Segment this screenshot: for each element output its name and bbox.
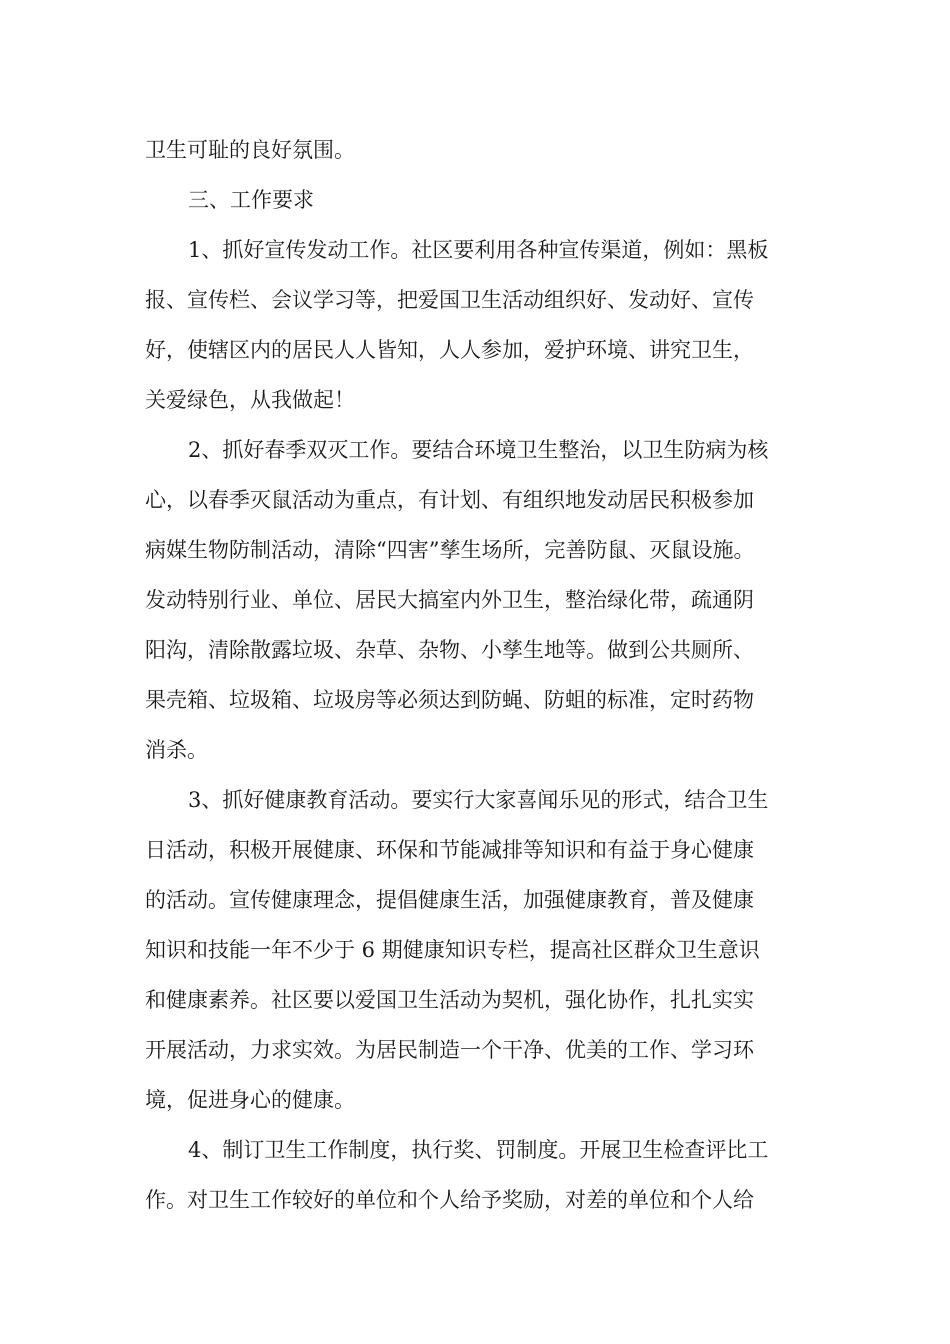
text-line: 报、宣传栏、会议学习等，把爱国卫生活动组织好、发动好、宣传 xyxy=(145,288,754,312)
text-line: 3、抓好健康教育活动。要实行大家喜闻乐见的形式，结合卫生 xyxy=(188,788,769,812)
text-line: 境，促进身心的健康。 xyxy=(145,1088,355,1112)
text-line: 和健康素养。社区要以爱国卫生活动为契机，强化协作，扎扎实实 xyxy=(145,988,754,1012)
text-line: 日活动，积极开展健康、环保和节能减排等知识和有益于身心健康 xyxy=(145,838,754,862)
section-heading: 三、工作要求 xyxy=(188,188,314,212)
text-line: 阳沟，清除散露垃圾、杂草、杂物、小孳生地等。做到公共厕所、 xyxy=(145,638,754,662)
text-line: 心，以春季灭鼠活动为重点，有计划、有组织地发动居民积极参加 xyxy=(145,488,754,512)
text-line: 开展活动，力求实效。为居民制造一个干净、优美的工作、学习环 xyxy=(145,1038,754,1062)
text-line: 的活动。宣传健康理念，提倡健康生活，加强健康教育，普及健康 xyxy=(145,888,754,912)
text-line: 知识和技能一年不少于 6 期健康知识专栏，提高社区群众卫生意识 xyxy=(145,938,760,962)
text-line: 病媒生物防制活动，清除“四害”孳生场所，完善防鼠、灭鼠设施。 xyxy=(145,538,755,562)
text-line: 好，使辖区内的居民人人皆知，人人参加，爱护环境、讲究卫生， xyxy=(145,338,754,362)
text-line: 4、制订卫生工作制度，执行奖、罚制度。开展卫生检查评比工 xyxy=(188,1138,769,1162)
text-line: 1、抓好宣传发动工作。社区要利用各种宣传渠道，例如：黑板 xyxy=(188,238,769,262)
text-line: 卫生可耻的良好氛围。 xyxy=(145,138,355,162)
text-line: 关爱绿色，从我做起！ xyxy=(145,388,355,412)
text-line: 消杀。 xyxy=(145,738,208,762)
text-line: 发动特别行业、单位、居民大搞室内外卫生，整治绿化带，疏通阴 xyxy=(145,588,754,612)
text-line: 2、抓好春季双灭工作。要结合环境卫生整治，以卫生防病为核 xyxy=(188,438,769,462)
text-line: 作。对卫生工作较好的单位和个人给予奖励，对差的单位和个人给 xyxy=(145,1188,754,1212)
text-line: 果壳箱、垃圾箱、垃圾房等必须达到防蝇、防蛆的标准，定时药物 xyxy=(145,688,754,712)
